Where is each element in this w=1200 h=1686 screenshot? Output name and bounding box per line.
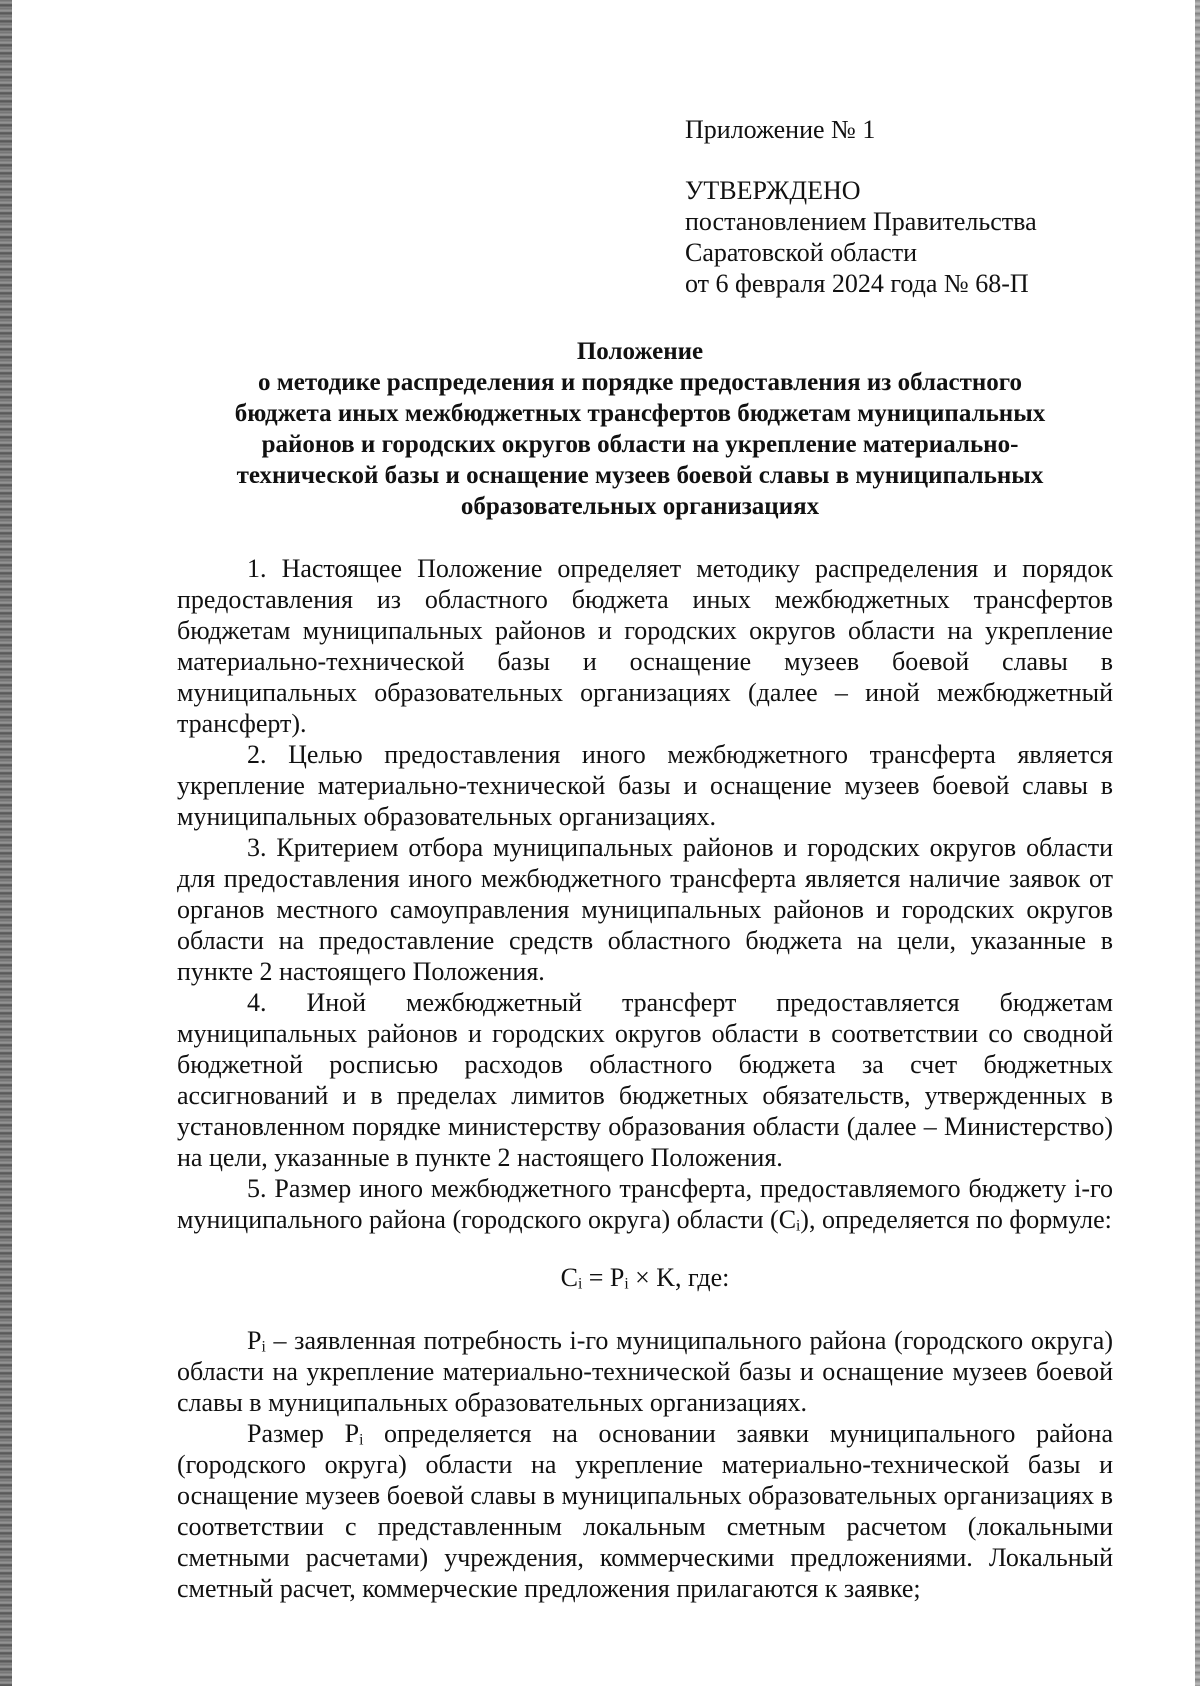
title-line: Положение bbox=[576, 338, 704, 365]
approval-stamp-block bbox=[685, 114, 1105, 299]
approved-region: Саратовской области bbox=[685, 238, 918, 267]
document-body bbox=[177, 553, 1113, 1604]
title-line: бюджета иных межбюджетных трансфертов бюджетам муниципальных bbox=[234, 400, 1046, 427]
document-title bbox=[150, 336, 1130, 522]
paragraph-pi-size: Размер Pᵢ определяется на основании заявки муниципального района (городского округа) области на укрепление материально-технической базы и оснащение музеев боевой славы в муниципальных образовательных организациях в соответствии с представленным локальным сметным расчетом (локальными сметными расчетами) учреждения, коммерческими предложениями. Локальный сметный расчет, коммерческие предложения прилагаются к заявке; bbox=[177, 1419, 1113, 1603]
scan-edge-left bbox=[0, 0, 12, 1686]
paragraph-3: 3. Критерием отбора муниципальных районов и городских округов области для предоставления иного межбюджетного трансферта является наличие заявок от органов местного самоуправления муниципальных районов и городских округов области на предоставление средств областного бюджета на цели, указанные в пункте 2 настоящего Положения. bbox=[177, 833, 1113, 986]
title-line: о методике распределения и порядке предоставления из областного bbox=[258, 369, 1022, 396]
approved-date: от 6 февраля 2024 года № 68-П bbox=[685, 269, 1029, 298]
title-line: районов и городских округов области на укрепление материально- bbox=[261, 431, 1019, 458]
scan-edge-right bbox=[1195, 0, 1200, 1686]
paragraph-1: 1. Настоящее Положение определяет методику распределения и порядок предоставления из областного бюджета иных межбюджетных трансфертов бюджетам муниципальных районов и городских округов области на укрепление материально-технической базы и оснащение музеев боевой славы в муниципальных образовательных организациях (далее – иной межбюджетный трансферт). bbox=[177, 554, 1113, 738]
title-line: образовательных организациях bbox=[460, 493, 820, 520]
paragraph-4: 4. Иной межбюджетный трансферт предоставляется бюджетам муниципальных районов и городских округов области в соответствии со сводной бюджетной росписью расходов областного бюджета за счет бюджетных ассигнований и в пределах лимитов бюджетных обязательств, утвержденных в установленном порядке министерству образования области (далее – Министерство) на цели, указанные в пункте 2 настоящего Положения. bbox=[177, 988, 1113, 1172]
paragraph-2: 2. Целью предоставления иного межбюджетного трансферта является укрепление материально-технической базы и оснащение музеев боевой славы в муниципальных образовательных организациях. bbox=[177, 740, 1113, 831]
title-line: технической базы и оснащение музеев боевой славы в муниципальных bbox=[236, 462, 1044, 489]
annex-number: Приложение № 1 bbox=[685, 115, 876, 144]
paragraph-5: 5. Размер иного межбюджетного трансферта, предоставляемого бюджету i-го муниципального района (городского округа) области (Cᵢ), определяется по формуле: bbox=[177, 1174, 1113, 1234]
approved-by: постановлением Правительства bbox=[685, 207, 1037, 236]
paragraph-pi-definition: Pᵢ – заявленная потребность i-го муниципального района (городского округа) области на укрепление материально-технической базы и оснащение музеев боевой славы в муниципальных образовательных организациях. bbox=[177, 1326, 1113, 1417]
formula: Cᵢ = Pᵢ × K, где: bbox=[560, 1263, 730, 1292]
approved-heading: УТВЕРЖДЕНО bbox=[685, 176, 861, 205]
